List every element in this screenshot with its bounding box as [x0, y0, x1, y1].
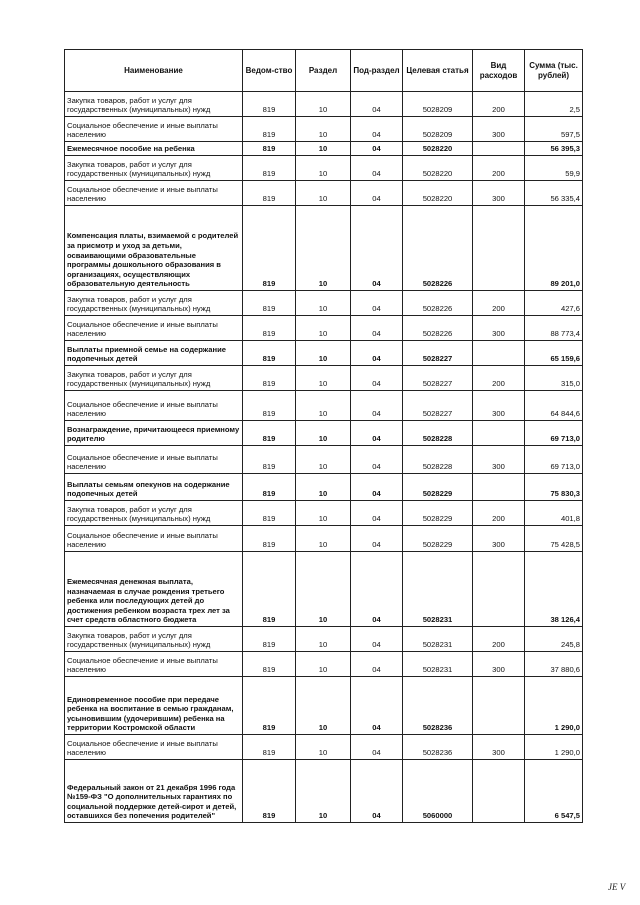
row-section: 10	[296, 156, 351, 181]
row-section: 10	[296, 117, 351, 142]
row-type	[473, 341, 525, 366]
row-article: 5028226	[403, 291, 473, 316]
row-type: 300	[473, 526, 525, 552]
row-article: 5028236	[403, 677, 473, 735]
row-type: 300	[473, 181, 525, 206]
row-type: 300	[473, 117, 525, 142]
row-section: 10	[296, 652, 351, 677]
header-article: Целевая статья	[403, 50, 473, 92]
row-sum: 37 880,6	[525, 652, 583, 677]
row-type	[473, 142, 525, 156]
row-sum: 89 201,0	[525, 206, 583, 291]
table-row	[65, 391, 583, 421]
row-subsection: 04	[351, 142, 403, 156]
table-row	[65, 627, 583, 652]
row-name: Выплаты семьям опекунов на содержание подопечных детей	[65, 474, 243, 501]
header-sum: Сумма (тыс. рублей)	[525, 50, 583, 92]
row-name: Единовременное пособие при передаче ребенка на воспитание в семью гражданам, усыновившим (удочерившим) ребенка на территории Костромской области	[65, 677, 243, 735]
row-sum: 75 428,5	[525, 526, 583, 552]
row-name: Федеральный закон от 21 декабря 1996 года №159-ФЗ "О дополнительных гарантиях по социальной поддержке детей-сирот и детей, оставшихся без попечения родителей"	[65, 760, 243, 823]
row-dept: 819	[243, 652, 296, 677]
row-type: 300	[473, 652, 525, 677]
row-type	[473, 677, 525, 735]
row-name: Компенсация платы, взимаемой с родителей за присмотр и уход за детьми, осваивающими образовательные программы дошкольного образования в организациях, осуществляющих образовательную деятельность	[65, 206, 243, 291]
row-type: 200	[473, 627, 525, 652]
row-sum: 56 395,3	[525, 142, 583, 156]
row-type: 200	[473, 156, 525, 181]
table-row	[65, 501, 583, 526]
row-section: 10	[296, 552, 351, 627]
header-type: Вид расходов	[473, 50, 525, 92]
row-article: 5028209	[403, 117, 473, 142]
row-section: 10	[296, 206, 351, 291]
table-row	[65, 526, 583, 552]
row-name: Закупка товаров, работ и услуг для государственных (муниципальных) нужд	[65, 366, 243, 391]
row-sum: 245,8	[525, 627, 583, 652]
table-row	[65, 552, 583, 627]
row-name: Закупка товаров, работ и услуг для государственных (муниципальных) нужд	[65, 501, 243, 526]
row-dept: 819	[243, 181, 296, 206]
row-section: 10	[296, 341, 351, 366]
row-sum: 65 159,6	[525, 341, 583, 366]
row-section: 10	[296, 526, 351, 552]
table-row	[65, 421, 583, 446]
row-article: 5028228	[403, 446, 473, 474]
table-header-row	[65, 50, 583, 92]
row-article: 5028229	[403, 474, 473, 501]
row-sum: 69 713,0	[525, 421, 583, 446]
row-section: 10	[296, 501, 351, 526]
row-section: 10	[296, 446, 351, 474]
row-article: 5028231	[403, 552, 473, 627]
row-subsection: 04	[351, 760, 403, 823]
row-section: 10	[296, 474, 351, 501]
row-name: Ежемесячное пособие на ребенка	[65, 142, 243, 156]
row-sum: 427,6	[525, 291, 583, 316]
row-subsection: 04	[351, 391, 403, 421]
row-subsection: 04	[351, 291, 403, 316]
row-dept: 819	[243, 677, 296, 735]
row-article: 5028220	[403, 156, 473, 181]
header-dept: Ведом-ство	[243, 50, 296, 92]
row-article: 5028226	[403, 206, 473, 291]
row-dept: 819	[243, 92, 296, 117]
row-name: Закупка товаров, работ и услуг для государственных (муниципальных) нужд	[65, 156, 243, 181]
row-sum: 59,9	[525, 156, 583, 181]
row-type: 200	[473, 291, 525, 316]
row-subsection: 04	[351, 92, 403, 117]
row-section: 10	[296, 291, 351, 316]
header-name: Наименование	[65, 50, 243, 92]
table-row	[65, 341, 583, 366]
row-article: 5028209	[403, 92, 473, 117]
row-sum: 75 830,3	[525, 474, 583, 501]
row-article: 5028228	[403, 421, 473, 446]
row-dept: 819	[243, 366, 296, 391]
row-subsection: 04	[351, 366, 403, 391]
row-article: 5028220	[403, 142, 473, 156]
row-subsection: 04	[351, 526, 403, 552]
row-name: Закупка товаров, работ и услуг для государственных (муниципальных) нужд	[65, 627, 243, 652]
row-subsection: 04	[351, 117, 403, 142]
row-name: Социальное обеспечение и иные выплаты населению	[65, 526, 243, 552]
row-name: Социальное обеспечение и иные выплаты населению	[65, 446, 243, 474]
row-section: 10	[296, 677, 351, 735]
row-subsection: 04	[351, 652, 403, 677]
table-row	[65, 142, 583, 156]
row-name: Закупка товаров, работ и услуг для государственных (муниципальных) нужд	[65, 92, 243, 117]
table-row	[65, 677, 583, 735]
row-dept: 819	[243, 391, 296, 421]
table-row	[65, 474, 583, 501]
row-article: 5028236	[403, 735, 473, 760]
row-article: 5028226	[403, 316, 473, 341]
row-subsection: 04	[351, 627, 403, 652]
row-subsection: 04	[351, 421, 403, 446]
row-section: 10	[296, 366, 351, 391]
row-type: 300	[473, 316, 525, 341]
table-row	[65, 735, 583, 760]
page-mark: ЈЕ V	[608, 882, 626, 892]
table-row	[65, 181, 583, 206]
row-name: Социальное обеспечение и иные выплаты населению	[65, 316, 243, 341]
row-type: 200	[473, 366, 525, 391]
row-subsection: 04	[351, 446, 403, 474]
row-type	[473, 421, 525, 446]
row-article: 5060000	[403, 760, 473, 823]
row-article: 5028231	[403, 652, 473, 677]
row-type: 200	[473, 501, 525, 526]
table-row	[65, 156, 583, 181]
table-row	[65, 446, 583, 474]
header-section: Раздел	[296, 50, 351, 92]
row-subsection: 04	[351, 474, 403, 501]
row-section: 10	[296, 421, 351, 446]
row-dept: 819	[243, 446, 296, 474]
table-row	[65, 291, 583, 316]
row-sum: 2,5	[525, 92, 583, 117]
row-section: 10	[296, 391, 351, 421]
row-dept: 819	[243, 142, 296, 156]
row-name: Выплаты приемной семье на содержание подопечных детей	[65, 341, 243, 366]
row-type: 300	[473, 391, 525, 421]
row-dept: 819	[243, 526, 296, 552]
row-type	[473, 206, 525, 291]
row-sum: 315,0	[525, 366, 583, 391]
row-name: Ежемесячная денежная выплата, назначаемая в случае рождения третьего ребенка или последующих детей до достижения ребенком возраста трех лет за счет средств областного бюджета	[65, 552, 243, 627]
row-section: 10	[296, 316, 351, 341]
row-name: Социальное обеспечение и иные выплаты населению	[65, 652, 243, 677]
row-name: Закупка товаров, работ и услуг для государственных (муниципальных) нужд	[65, 291, 243, 316]
row-dept: 819	[243, 474, 296, 501]
row-dept: 819	[243, 156, 296, 181]
row-type	[473, 552, 525, 627]
row-sum: 597,5	[525, 117, 583, 142]
row-article: 5028220	[403, 181, 473, 206]
row-type	[473, 760, 525, 823]
row-section: 10	[296, 181, 351, 206]
row-name: Социальное обеспечение и иные выплаты населению	[65, 735, 243, 760]
row-subsection: 04	[351, 156, 403, 181]
row-article: 5028229	[403, 501, 473, 526]
row-section: 10	[296, 142, 351, 156]
row-dept: 819	[243, 627, 296, 652]
row-dept: 819	[243, 421, 296, 446]
row-sum: 88 773,4	[525, 316, 583, 341]
row-article: 5028227	[403, 391, 473, 421]
row-dept: 819	[243, 760, 296, 823]
row-type: 300	[473, 735, 525, 760]
header-subsection: Под-раздел	[351, 50, 403, 92]
table-row	[65, 206, 583, 291]
row-sum: 1 290,0	[525, 677, 583, 735]
row-sum: 64 844,6	[525, 391, 583, 421]
row-type: 200	[473, 92, 525, 117]
row-section: 10	[296, 735, 351, 760]
row-dept: 819	[243, 341, 296, 366]
row-dept: 819	[243, 501, 296, 526]
row-dept: 819	[243, 117, 296, 142]
row-section: 10	[296, 627, 351, 652]
row-dept: 819	[243, 206, 296, 291]
budget-table	[64, 49, 583, 823]
row-type	[473, 474, 525, 501]
row-dept: 819	[243, 735, 296, 760]
row-subsection: 04	[351, 552, 403, 627]
row-sum: 56 335,4	[525, 181, 583, 206]
row-sum: 6 547,5	[525, 760, 583, 823]
row-name: Вознаграждение, причитающееся приемному родителю	[65, 421, 243, 446]
row-sum: 1 290,0	[525, 735, 583, 760]
table-row	[65, 117, 583, 142]
row-sum: 401,8	[525, 501, 583, 526]
row-subsection: 04	[351, 735, 403, 760]
row-dept: 819	[243, 316, 296, 341]
row-section: 10	[296, 760, 351, 823]
row-name: Социальное обеспечение и иные выплаты населению	[65, 391, 243, 421]
row-section: 10	[296, 92, 351, 117]
row-dept: 819	[243, 552, 296, 627]
row-subsection: 04	[351, 677, 403, 735]
row-subsection: 04	[351, 181, 403, 206]
row-subsection: 04	[351, 341, 403, 366]
row-subsection: 04	[351, 206, 403, 291]
row-subsection: 04	[351, 501, 403, 526]
row-sum: 38 126,4	[525, 552, 583, 627]
row-article: 5028231	[403, 627, 473, 652]
table-row	[65, 652, 583, 677]
row-sum: 69 713,0	[525, 446, 583, 474]
row-article: 5028227	[403, 341, 473, 366]
table-row	[65, 760, 583, 823]
row-article: 5028227	[403, 366, 473, 391]
row-article: 5028229	[403, 526, 473, 552]
row-dept: 819	[243, 291, 296, 316]
row-subsection: 04	[351, 316, 403, 341]
row-name: Социальное обеспечение и иные выплаты населению	[65, 117, 243, 142]
row-type: 300	[473, 446, 525, 474]
table-row	[65, 366, 583, 391]
table-row	[65, 316, 583, 341]
row-name: Социальное обеспечение и иные выплаты населению	[65, 181, 243, 206]
table-row	[65, 92, 583, 117]
